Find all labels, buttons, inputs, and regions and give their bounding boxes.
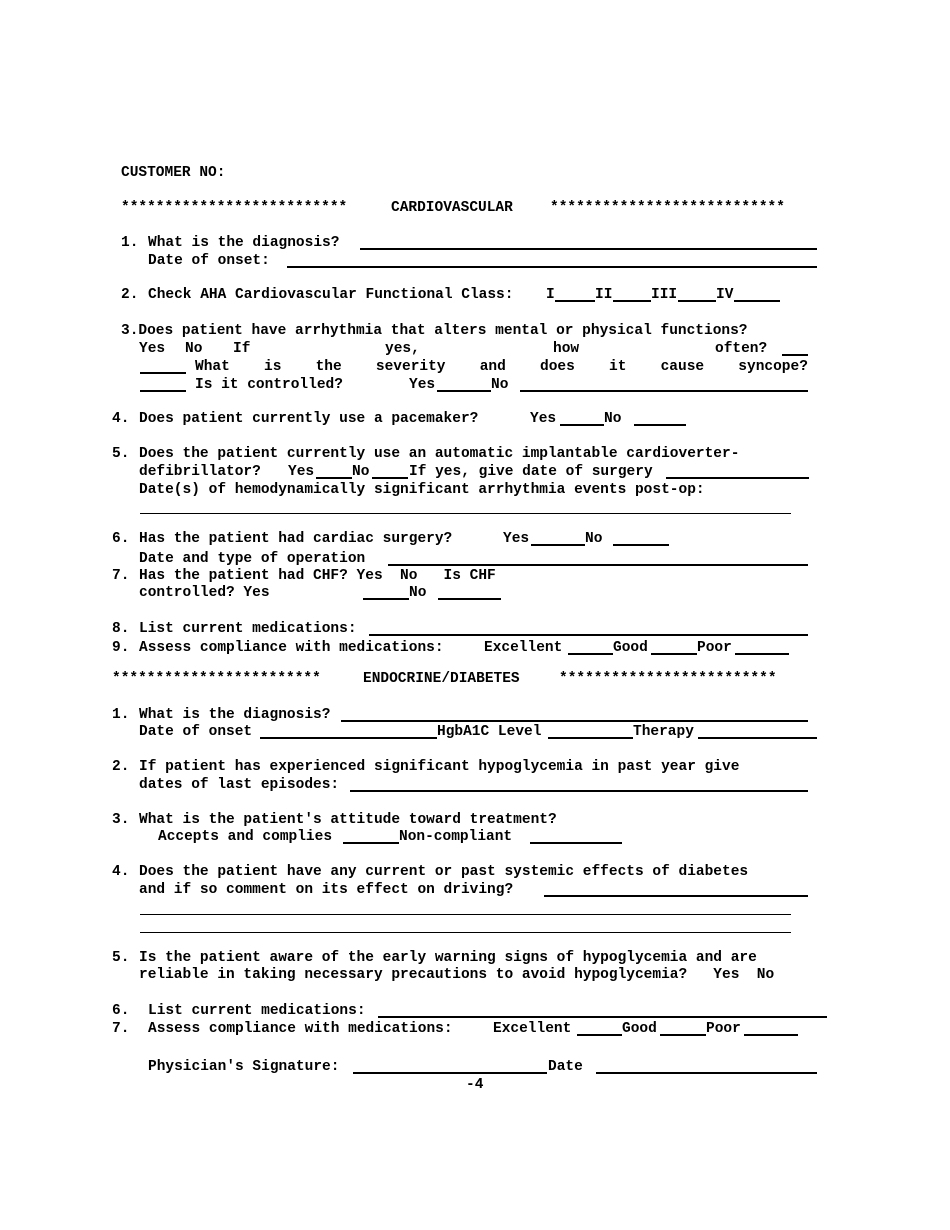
- cardio-q4-num: 4.: [112, 411, 130, 427]
- accepts-field[interactable]: [343, 842, 399, 844]
- endo-q5-line1: Is the patient aware of the early warning signs of hypoglycemia and are: [139, 950, 757, 966]
- pacemaker-no: No: [604, 411, 622, 427]
- cardio-q2-num: 2.: [121, 287, 139, 303]
- arrhythmia-events-label: Date(s) of hemodynamically significant arrhythmia events post-op:: [139, 482, 705, 498]
- cardio-q8-text: List current medications:: [139, 621, 357, 637]
- endo-q6-text: List current medications:: [148, 1003, 366, 1019]
- cardio-excellent-field[interactable]: [568, 653, 613, 655]
- defib-surgery-date-field[interactable]: [666, 477, 809, 479]
- endo-stars-right: *************************: [559, 671, 777, 687]
- endo-q6-num: 6.: [112, 1003, 130, 1019]
- endo-q7-num: 7.: [112, 1021, 130, 1037]
- operation-field[interactable]: [388, 564, 808, 566]
- operation-label: Date and type of operation: [139, 551, 366, 567]
- cardio-q9-num: 9.: [112, 640, 130, 656]
- endo-good-field[interactable]: [660, 1034, 706, 1036]
- endo-q2-num: 2.: [112, 759, 130, 775]
- endo-q4-line1: Does the patient have any current or past systemic effects of diabetes: [139, 864, 749, 880]
- hgb-label: HgbA1C Level: [437, 724, 542, 740]
- arrhythmia-yes: Yes: [139, 341, 166, 357]
- chf-no-field[interactable]: [438, 598, 501, 600]
- cardio-good-field[interactable]: [651, 653, 697, 655]
- endo-q1-num: 1.: [112, 707, 130, 723]
- w-what: What: [195, 359, 230, 375]
- class-i-label: I: [546, 287, 555, 303]
- arrhythmia-often: often?: [715, 341, 768, 357]
- cardio-q3-text: 3.Does patient have arrhythmia that alters mental or physical functions?: [121, 323, 748, 339]
- class-iii-label: III: [651, 287, 678, 303]
- cardio-onset-label: Date of onset:: [148, 253, 270, 269]
- cardio-poor-field[interactable]: [735, 653, 789, 655]
- defib-no-field[interactable]: [372, 477, 408, 479]
- w-it: it: [609, 359, 627, 375]
- cardio-q2-text: Check AHA Cardiovascular Functional Class:: [148, 287, 514, 303]
- endo-medications-field[interactable]: [378, 1016, 827, 1018]
- controlled-yes-field[interactable]: [437, 390, 491, 392]
- cardio-q7-text: Has the patient had CHF? Yes No Is CHF: [139, 568, 496, 584]
- controlled-yes: Yes: [409, 377, 436, 393]
- signature-field[interactable]: [353, 1072, 547, 1074]
- cardio-q5-line1: Does the patient currently use an automatic implantable cardioverter-: [139, 446, 740, 462]
- surgery-yes: Yes: [503, 531, 530, 547]
- class-ii-field[interactable]: [613, 300, 651, 302]
- chf-controlled-label: controlled? Yes: [139, 585, 270, 601]
- page-number: -4: [466, 1077, 484, 1093]
- class-iv-field[interactable]: [734, 300, 780, 302]
- endo-q5-num: 5.: [112, 950, 130, 966]
- severity-line: [195, 358, 808, 376]
- controlled-no-field[interactable]: [520, 390, 808, 392]
- arrhythmia-if: If: [233, 341, 251, 357]
- accepts-label: Accepts and complies: [158, 829, 333, 845]
- cardio-q7-num: 7.: [112, 568, 130, 584]
- endo-q7-text: Assess compliance with medications:: [148, 1021, 453, 1037]
- arrhythmia-yes2: yes,: [385, 341, 420, 357]
- signature-label: Physician's Signature:: [148, 1059, 340, 1075]
- class-iv-label: IV: [716, 287, 734, 303]
- defib-yes: Yes: [288, 464, 315, 480]
- therapy-field[interactable]: [698, 737, 817, 739]
- w-and: and: [479, 359, 506, 375]
- surgery-no-field[interactable]: [613, 544, 669, 546]
- class-iii-field[interactable]: [678, 300, 716, 302]
- endo-q2-line1: If patient has experienced significant hypoglycemia in past year give: [139, 759, 740, 775]
- defib-label: defibrillator?: [139, 464, 261, 480]
- syncope-blank[interactable]: [140, 390, 186, 392]
- defib-no: No: [352, 464, 370, 480]
- arrhythmia-controlled: Is it controlled?: [195, 377, 343, 393]
- cardio-q1-text: What is the diagnosis?: [148, 235, 340, 251]
- endo-q2-line2: dates of last episodes:: [139, 777, 340, 793]
- customer-no-label: CUSTOMER NO:: [121, 165, 226, 181]
- w-does: does: [540, 359, 575, 375]
- arrhythmia-events-field[interactable]: [140, 513, 791, 514]
- cardio-section-title: CARDIOVASCULAR: [391, 200, 513, 216]
- endo-onset-field[interactable]: [260, 737, 437, 739]
- endo-section-title: ENDOCRINE/DIABETES: [363, 671, 520, 687]
- cardio-stars-right: ***************************: [550, 200, 785, 216]
- date-label: Date: [548, 1059, 583, 1075]
- cardio-onset-field[interactable]: [287, 266, 817, 268]
- non-compliant-field[interactable]: [530, 842, 622, 844]
- defib-surgery-date-label: If yes, give date of surgery: [409, 464, 653, 480]
- pacemaker-no-field[interactable]: [634, 424, 686, 426]
- driving-effect-line-2[interactable]: [140, 914, 791, 915]
- w-severity: severity: [375, 359, 446, 375]
- cardio-diagnosis-field[interactable]: [360, 248, 817, 250]
- arrhythmia-no: No: [185, 341, 203, 357]
- endo-poor: Poor: [706, 1021, 741, 1037]
- cardio-q5-num: 5.: [112, 446, 130, 462]
- endo-q5-line2: reliable in taking necessary precautions to avoid hypoglycemia? Yes No: [139, 967, 775, 983]
- cardio-q4-text: Does patient currently use a pacemaker?: [139, 411, 479, 427]
- pacemaker-yes: Yes: [530, 411, 557, 427]
- endo-q4-num: 4.: [112, 864, 130, 880]
- cardio-q6-num: 6.: [112, 531, 130, 547]
- driving-effect-field[interactable]: [544, 895, 808, 897]
- endo-excellent: Excellent: [493, 1021, 572, 1037]
- w-is: is: [264, 359, 282, 375]
- cardio-good: Good: [613, 640, 648, 656]
- chf-no: No: [409, 585, 427, 601]
- class-ii-label: II: [595, 287, 613, 303]
- endo-stars-left: ************************: [112, 671, 321, 687]
- endo-poor-field[interactable]: [744, 1034, 798, 1036]
- driving-effect-line-3[interactable]: [140, 932, 791, 933]
- cardio-excellent: Excellent: [484, 640, 563, 656]
- arrhythmia-how: how: [553, 341, 580, 357]
- hgb-field[interactable]: [548, 737, 633, 739]
- endo-diagnosis-field[interactable]: [341, 720, 808, 722]
- cardio-q6-text: Has the patient had cardiac surgery?: [139, 531, 453, 547]
- arrhythmia-often-field[interactable]: [782, 354, 808, 356]
- defib-yes-field[interactable]: [316, 477, 352, 479]
- endo-good: Good: [622, 1021, 657, 1037]
- hypoglycemia-dates-field[interactable]: [350, 790, 808, 792]
- cardio-q8-num: 8.: [112, 621, 130, 637]
- controlled-no: No: [491, 377, 509, 393]
- pacemaker-yes-field[interactable]: [560, 424, 604, 426]
- class-i-field[interactable]: [555, 300, 595, 302]
- w-the: the: [315, 359, 342, 375]
- date-field[interactable]: [596, 1072, 817, 1074]
- endo-onset-label: Date of onset: [139, 724, 253, 740]
- endo-q3-line1: What is the patient's attitude toward treatment?: [139, 812, 557, 828]
- cardio-q1-num: 1.: [121, 235, 139, 251]
- chf-yes-field[interactable]: [363, 598, 409, 600]
- endo-excellent-field[interactable]: [577, 1034, 622, 1036]
- endo-q1-text: What is the diagnosis?: [139, 707, 331, 723]
- cardio-medications-field[interactable]: [369, 634, 808, 636]
- endo-q4-line2: and if so comment on its effect on driving?: [139, 882, 514, 898]
- w-cause: cause: [660, 359, 705, 375]
- surgery-no: No: [585, 531, 603, 547]
- endo-q3-num: 3.: [112, 812, 130, 828]
- cardio-q9-text: Assess compliance with medications:: [139, 640, 444, 656]
- arrhythmia-severity-blank[interactable]: [140, 372, 186, 374]
- cardio-stars-left: **************************: [121, 200, 348, 216]
- cardio-poor: Poor: [697, 640, 732, 656]
- w-syncope: syncope?: [738, 359, 808, 375]
- non-compliant-label: Non-compliant: [399, 829, 513, 845]
- surgery-yes-field[interactable]: [531, 544, 585, 546]
- therapy-label: Therapy: [633, 724, 694, 740]
